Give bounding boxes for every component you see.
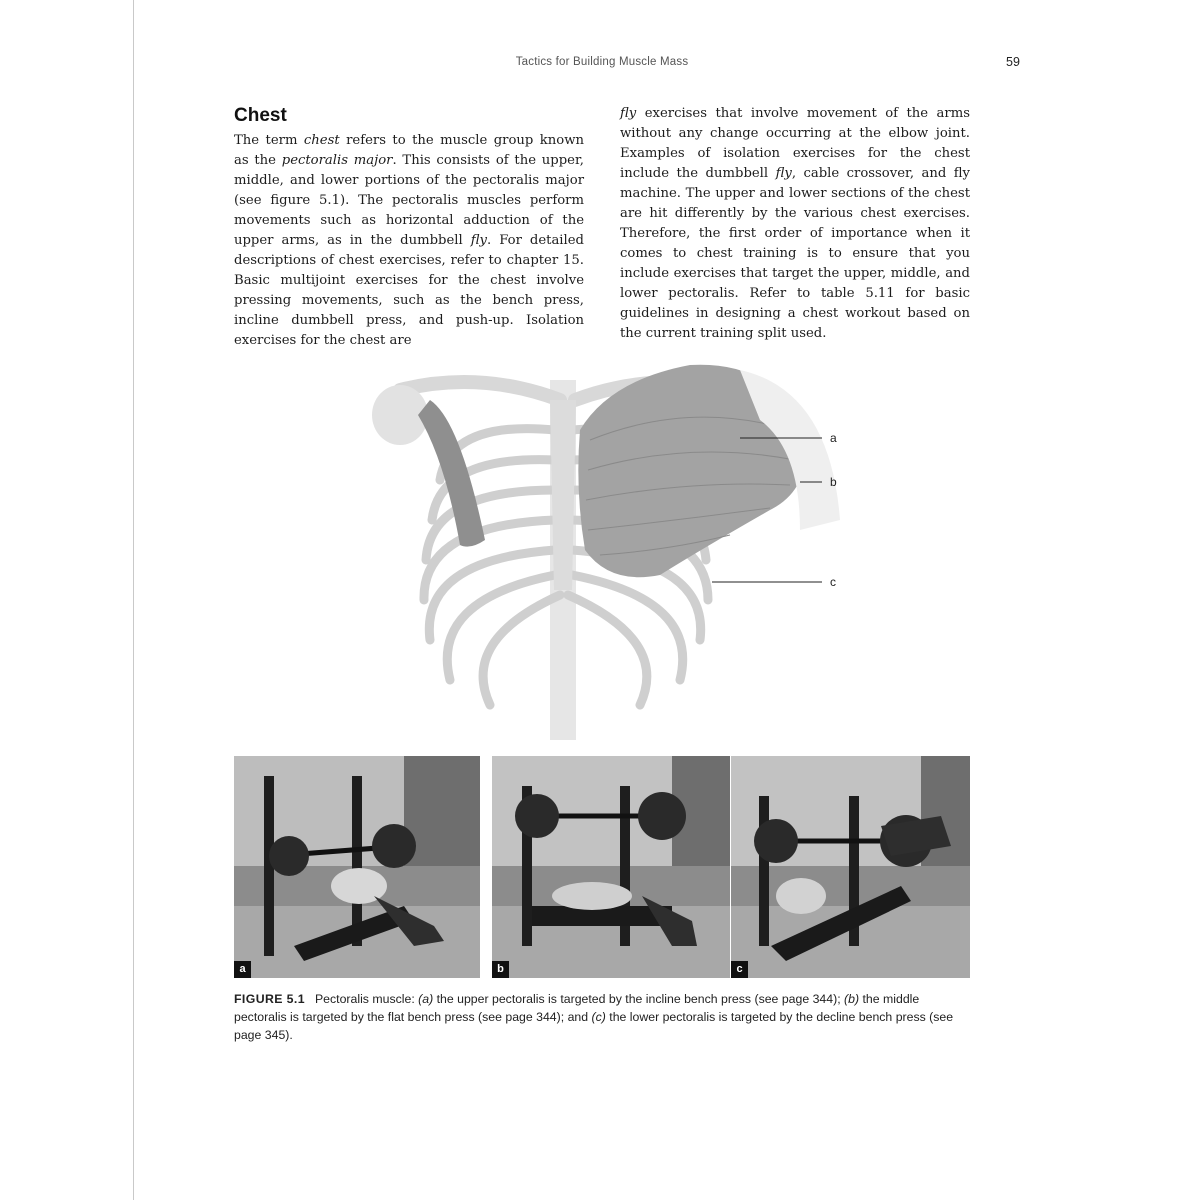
- decline-bench-image: [731, 756, 970, 978]
- exercise-photos: [234, 756, 970, 978]
- caption-ref-a: (a): [418, 992, 434, 1006]
- sternum: [550, 400, 576, 590]
- photo-tag-c: c: [731, 961, 748, 978]
- term-fly: fly: [775, 166, 792, 181]
- text-run: , cable crossover, and fly machine. The upper and lower sections of the chest are hit differently by the various chest exercises. Therefore, the first order of importance when it comes to chest training is to ensure that you include exercises that target the upper, middle, and lower pectoralis. Refer to table 5.11 for basic guidelines in designing a chest workout based on the current training split used.: [620, 166, 970, 341]
- caption-ref-b: (b): [844, 992, 860, 1006]
- caption-text: the upper pectoralis is targeted by the incline bench press (see page 344);: [433, 992, 845, 1006]
- flat-bench-image: [492, 756, 730, 978]
- incline-bench-image: [234, 756, 480, 978]
- text-run: . This consists of the upper, middle, and lower portions of the pectoralis major (see figure 5.1). The pectoralis muscles perform movements such as horizontal adduction of the upper arms, as in the dumbbell: [234, 153, 584, 248]
- chest-anatomy-illustration: [360, 360, 840, 740]
- left-clavicle: [400, 382, 560, 400]
- figure-caption: [234, 990, 972, 1044]
- page-number: 59: [1006, 55, 1020, 69]
- caption-text: the lower pectoralis is targeted by the decline bench press (see page 345).: [234, 1010, 954, 1042]
- body-column-right: [620, 104, 970, 344]
- term-chest: chest: [303, 133, 340, 148]
- figure-label-b: b: [830, 475, 837, 489]
- term-pectoralis-major: pectoralis major: [281, 153, 393, 168]
- caption-ref-c: (c): [591, 1010, 606, 1024]
- body-paragraph-right: [620, 104, 970, 344]
- caption-text: Pectoralis muscle:: [314, 992, 419, 1006]
- photo-tag-a: a: [234, 961, 251, 978]
- figure-label-c: c: [830, 575, 836, 589]
- body-column-left: [234, 104, 584, 351]
- term-fly: fly: [470, 233, 487, 248]
- body-paragraph-left: [234, 131, 584, 351]
- photo-flat-bench-press: [492, 756, 730, 978]
- photo-decline-bench-press: [731, 756, 970, 978]
- photo-tag-b: b: [492, 961, 509, 978]
- section-heading: Chest: [234, 105, 287, 126]
- text-run: . For detailed descriptions of chest exercises, refer to chapter 15. Basic multijoint exercises for the chest involve pressing movements, such as the bench press, incline dumbbell press, and push-up. Isolation exercises for the chest are: [234, 233, 584, 348]
- photo-incline-bench-press: [234, 756, 480, 978]
- figure-label-a: a: [830, 431, 837, 445]
- text-run: exercises that involve movement of the arms without any change occurring at the elbow joint. Examples of isolation exercises for the chest include the dumbbell: [620, 106, 970, 181]
- figure-label: FIGURE 5.1: [234, 992, 305, 1006]
- term-fly: fly: [620, 106, 637, 121]
- text-run: The term: [234, 133, 304, 148]
- caption-text: the middle pectoralis is targeted by the flat bench press (see page 344); and: [234, 992, 920, 1024]
- running-head: Tactics for Building Muscle Mass: [515, 56, 689, 68]
- text-run: refers to the muscle group known as the: [234, 133, 584, 168]
